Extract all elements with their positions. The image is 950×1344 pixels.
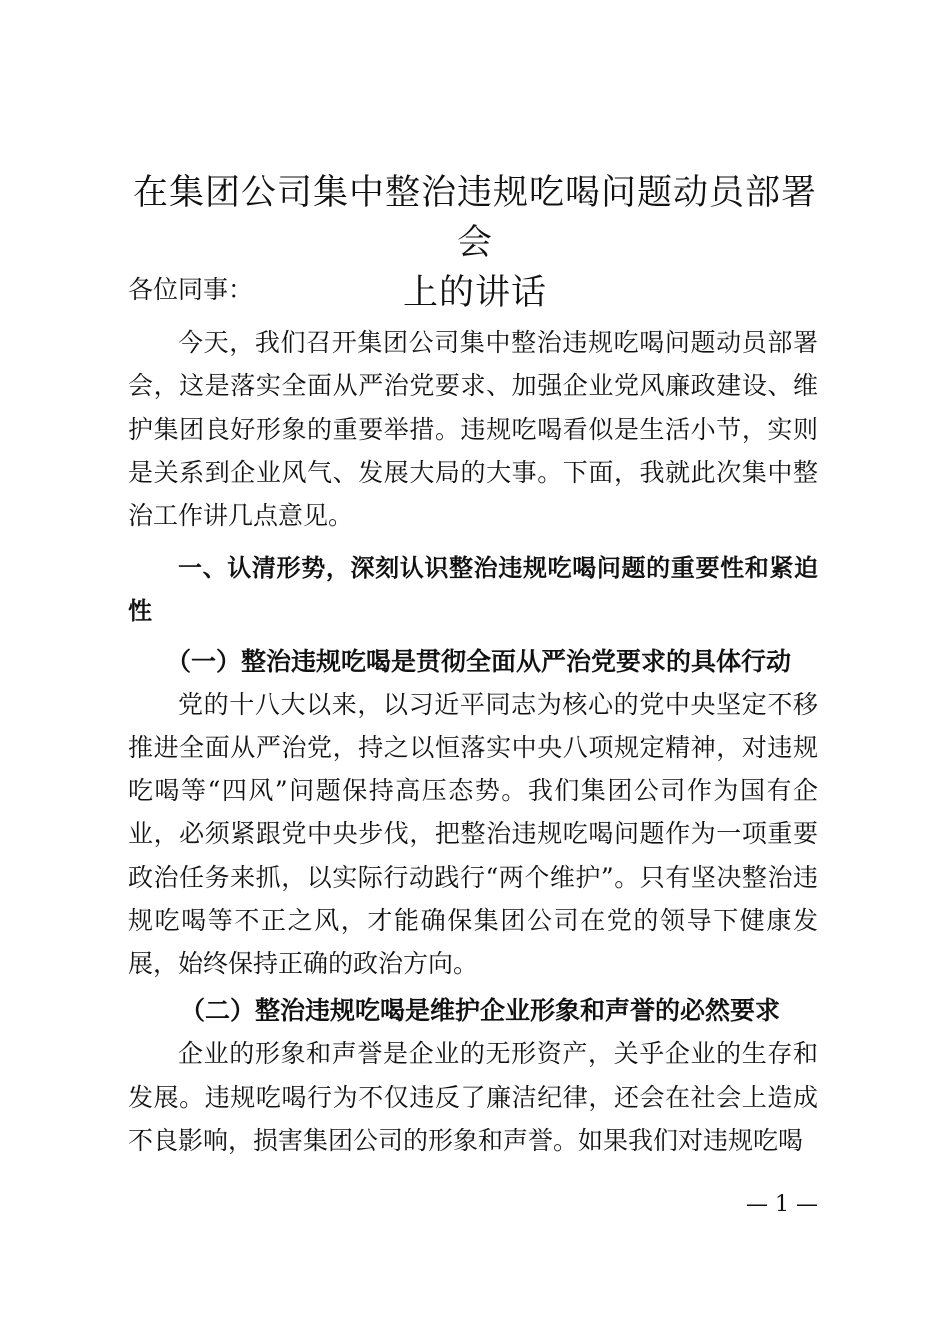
title-line-1: 在集团公司集中整治违规吃喝问题动员部署会 xyxy=(132,173,817,263)
intro-paragraph: 今天，我们召开集团公司集中整治违规吃喝问题动员部署会，这是落实全面从严治党要求、加强企业党风廉政建设、维护集团良好形象的重要举措。违规吃喝看似是生活小节，实则是关系到企业风气、发展大局的大事。下面，我就此次集中整治工作讲几点意见。 xyxy=(128,328,818,531)
page-number: — 1 — xyxy=(746,1192,818,1217)
salutation: 各位同事： xyxy=(128,275,254,304)
section-1-heading: 一、认清形势，深刻认识整治违规吃喝问题的重要性和紧迫性 xyxy=(128,554,818,626)
subsection-1-heading: （一）整治违规吃喝是贯彻全面从严治党要求的具体行动 xyxy=(166,646,792,676)
subsection-2-paragraph: 企业的形象和声誉是企业的无形资产，关乎企业的生存和发展。违规吃喝行为不仅违反了廉洁纪律，还会在社会上造成不良影响，损害集团公司的形象和声誉。如果我们对违规吃喝 xyxy=(128,1039,818,1155)
document-body xyxy=(128,268,818,1162)
subsection-1-paragraph: 党的十八大以来，以习近平同志为核心的党中央坚定不移推进全面从严治党，持之以恒落实中央八项规定精神，对违规吃喝等“四风”问题保持高压态势。我们集团公司作为国有企业，必须紧跟党中央步伐，把整治违规吃喝问题作为一项重要政治任务来抓，以实际行动践行“两个维护”。只有坚决整治违规吃喝等不正之风，才能确保集团公司在党的领导下健康发展，始终保持正确的政治方向。 xyxy=(128,689,818,979)
title-line-2: 上的讲话 xyxy=(402,273,547,313)
subsection-2-heading: （二）整治违规吃喝是维护企业形象和声誉的必然要求 xyxy=(180,996,781,1026)
